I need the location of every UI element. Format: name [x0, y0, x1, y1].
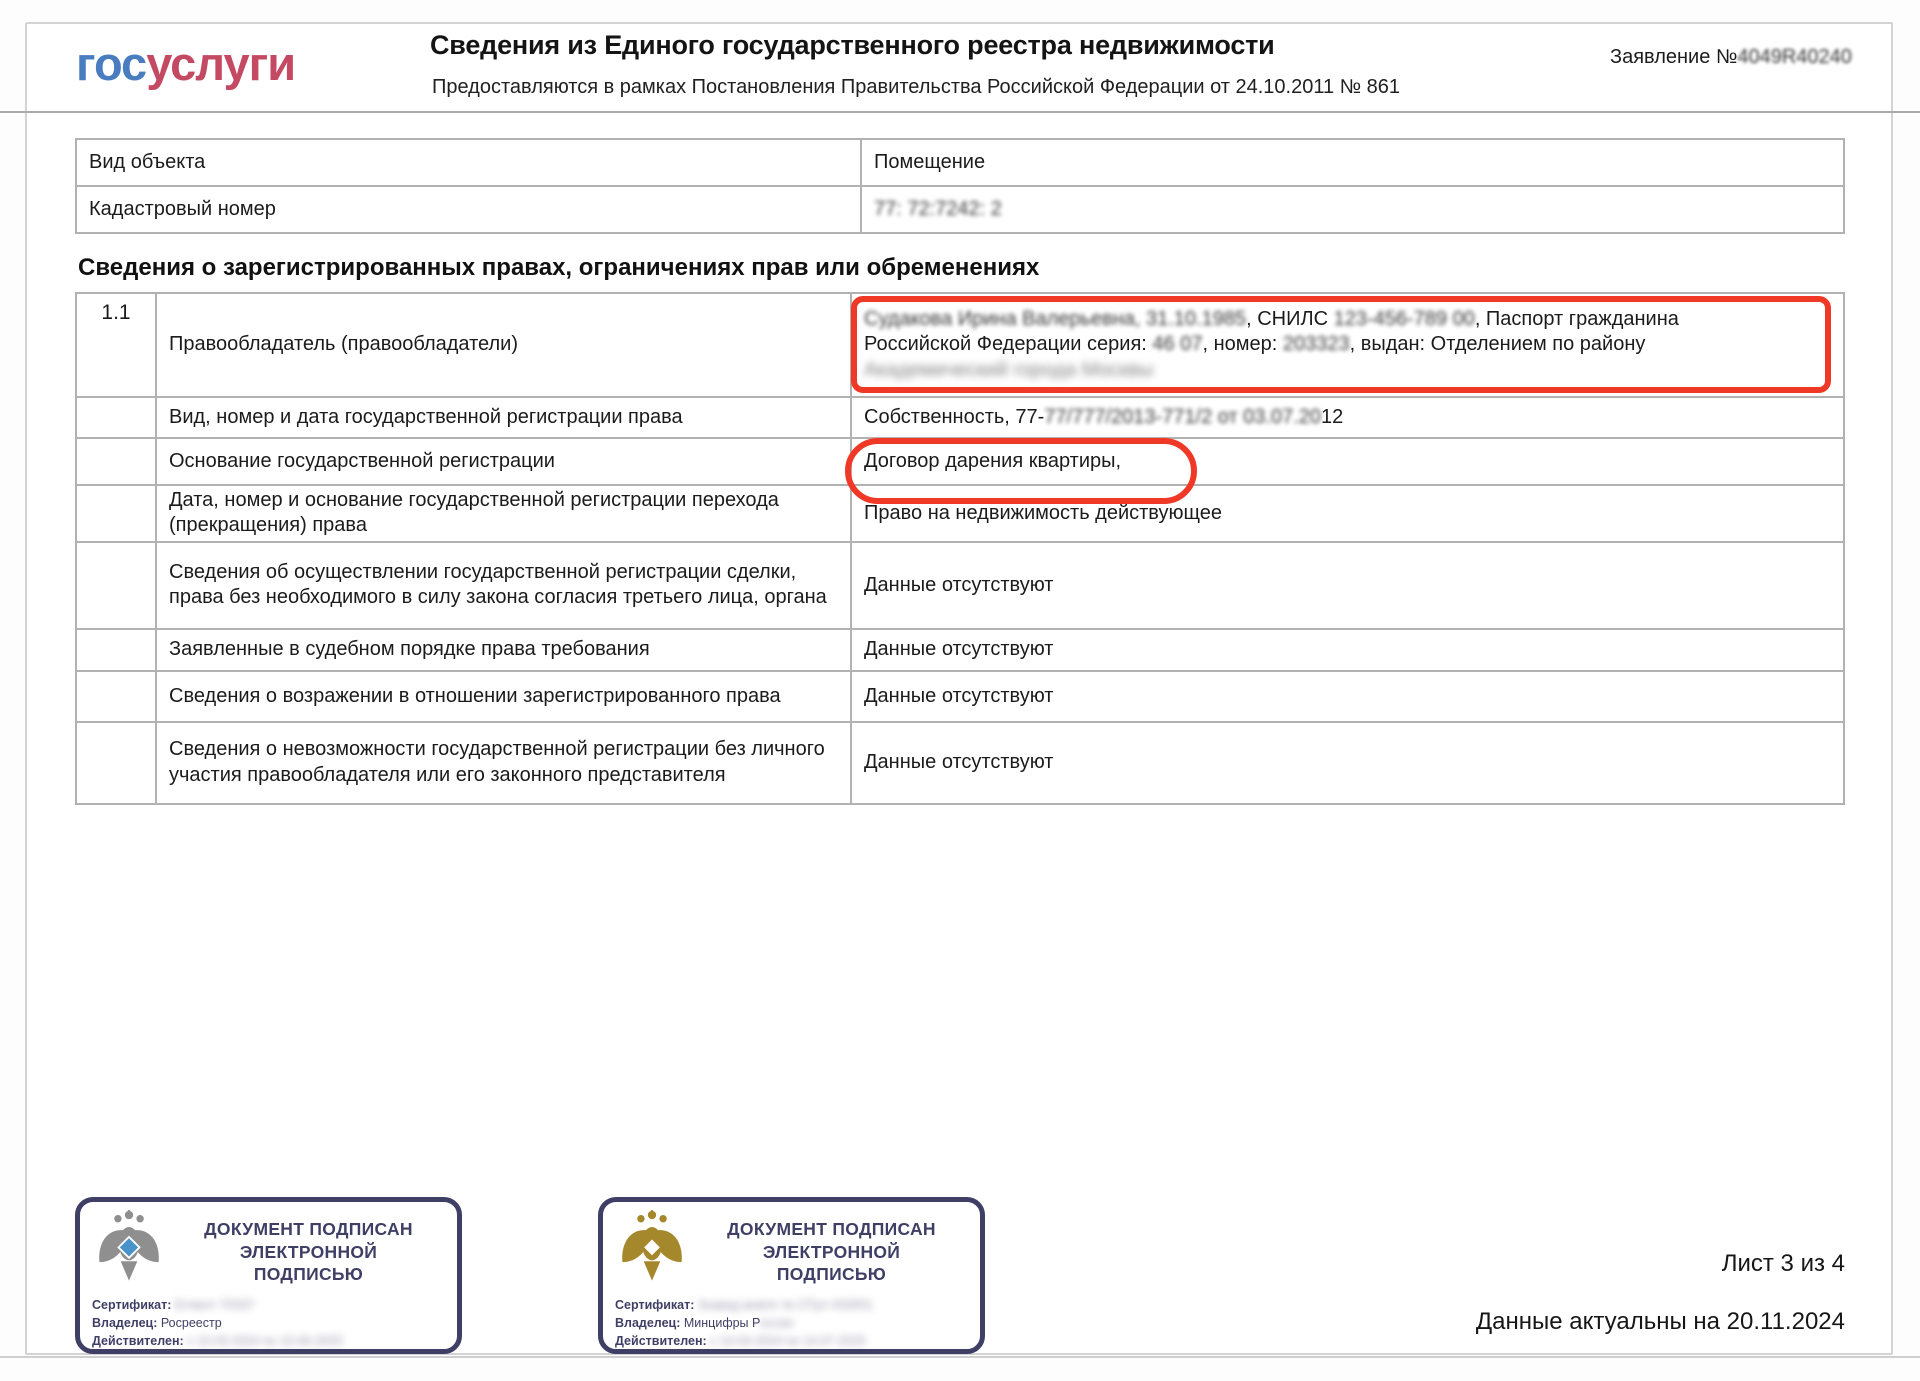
document-subtitle: Предоставляются в рамках Постановления Правительства Российской Федерации от 24.10.2011 № 861 — [432, 76, 1401, 98]
value-text: Данные отсутствуют — [864, 751, 1054, 774]
row-value — [861, 139, 1844, 186]
row-value — [851, 671, 1844, 722]
row-number — [76, 485, 156, 542]
object-info-table — [75, 138, 1845, 234]
application-prefix: Заявление № — [1610, 46, 1738, 68]
stamp-title: ДОКУМЕНТ ПОДПИСАН ЭЛЕКТРОННОЙ ПОДПИСЬЮ — [727, 1219, 936, 1285]
row-label: Сведения о возражении в отношении зарегистрированного права — [156, 671, 851, 722]
table-row — [76, 629, 1844, 671]
table-row — [76, 671, 1844, 722]
row-value — [851, 397, 1844, 438]
row-number — [76, 722, 156, 804]
row-label: Вид объекта — [76, 139, 861, 186]
row-value — [851, 542, 1844, 629]
redacted-text: 46 07 — [1152, 333, 1203, 356]
row-value — [861, 186, 1844, 233]
russia-coat-of-arms-icon — [615, 1210, 689, 1294]
row-value — [851, 293, 1844, 397]
value-text: Право на недвижимость действующее — [864, 501, 1222, 524]
value-text: , выдан: Отделением по району — [1349, 333, 1646, 356]
row-number: 1.1 — [76, 293, 156, 397]
redacted-text: оссии — [759, 1316, 794, 1331]
sheet-number: Лист 3 из 4 — [1721, 1250, 1845, 1277]
value-text: Данные отсутствуют — [864, 684, 1054, 707]
value-text: Собственность, 77- — [864, 405, 1045, 428]
value-text: , номер: — [1202, 333, 1283, 356]
table-row — [76, 397, 1844, 438]
row-label: Правообладатель (правообладатели) — [156, 293, 851, 397]
data-actual-date: Данные актуальны на 20.11.2024 — [1475, 1308, 1845, 1335]
row-label: Заявленные в судебном порядке права требования — [156, 629, 851, 671]
row-value — [851, 629, 1844, 671]
value-text: Данные отсутствуют — [864, 573, 1054, 596]
stamp-certificate-line: Сертификат: Егпмлт 70337 — [92, 1298, 255, 1312]
gosuslugi-logo — [76, 36, 295, 91]
header-divider — [0, 111, 1920, 113]
row-label: Сведения о невозможности государственной регистрации без личного участия правообладателя или его законного представителя — [156, 722, 851, 804]
stamp-valid-line: Действителен: с 10.03.2024 по 10.06.2025 — [92, 1334, 343, 1349]
table-row — [76, 186, 1844, 233]
redacted-text: Академический города Москвы — [864, 358, 1154, 381]
row-label: Кадастровый номер — [76, 186, 861, 233]
redacted-text: с 10.03.2024 по 10.06.2025 — [187, 1334, 343, 1349]
table-row — [76, 542, 1844, 629]
row-label: Основание государственной регистрации — [156, 438, 851, 485]
value-text: Данные отсутствуют — [864, 638, 1054, 661]
signature-stamp-rosreestr — [75, 1197, 462, 1354]
row-value — [851, 485, 1844, 542]
table-row — [76, 722, 1844, 804]
value-text: 12 — [1321, 405, 1344, 428]
table-row — [76, 438, 1844, 485]
row-number — [76, 671, 156, 722]
redacted-text: 123-456-789 00 — [1333, 307, 1475, 330]
stamp-header — [615, 1210, 966, 1294]
stamp-certificate-line: Сертификат: 3навад мнвте тв СПул 433051 — [615, 1298, 874, 1312]
row-number — [76, 438, 156, 485]
stamp-valid-line: Действителен: с 14.04.2024 по 14.07.2025 — [615, 1334, 866, 1349]
row-value — [851, 438, 1844, 485]
table-row — [76, 293, 1844, 397]
stamp-owner-line: Владелец: Минцифры России — [615, 1316, 794, 1331]
logo-part-blue: гос — [76, 37, 147, 90]
document-title: Сведения из Единого государственного реестра недвижимости — [430, 30, 1275, 60]
redacted-text: 203323 — [1282, 333, 1350, 356]
redacted-text: 77: 72:7242: 2 — [874, 197, 1002, 220]
redacted-text: 77/777/2013-771/2 от 03.07.20 — [1044, 405, 1322, 428]
application-number-redacted: 4049R40240 — [1737, 46, 1852, 68]
stamp-title: ДОКУМЕНТ ПОДПИСАН ЭЛЕКТРОННОЙ ПОДПИСЬЮ — [204, 1219, 413, 1285]
row-number — [76, 397, 156, 438]
value-text: , СНИЛС — [1246, 307, 1334, 330]
table-row — [76, 485, 1844, 542]
value-text: Помещение — [874, 150, 986, 173]
row-value — [851, 722, 1844, 804]
row-number — [76, 629, 156, 671]
rosreestr-emblem-icon — [92, 1210, 166, 1294]
row-label: Вид, номер и дата государственной регистрации права — [156, 397, 851, 438]
redacted-text: 3навад мнвте тв СПул 433051 — [697, 1298, 874, 1312]
value-text: , Паспорт гражданина — [1474, 307, 1679, 330]
redacted-text: с 14.04.2024 по 14.07.2025 — [710, 1334, 866, 1349]
row-label: Дата, номер и основание государственной регистрации перехода (прекращения) права — [156, 485, 851, 542]
logo-part-red: услуги — [146, 37, 296, 90]
row-number — [76, 542, 156, 629]
stamp-header — [92, 1210, 443, 1294]
row-label: Сведения об осуществлении государственной регистрации сделки, права без необходимого в силу закона согласия третьего лица, органа — [156, 542, 851, 629]
stamp-details — [615, 1296, 966, 1350]
rights-section-heading: Сведения о зарегистрированных правах, ограничениях прав или обременениях — [78, 254, 1040, 281]
stamp-owner-line: Владелец: Росреестр — [92, 1316, 222, 1331]
stamp-details — [92, 1296, 443, 1350]
value-text: Российской Федерации серия: — [864, 333, 1153, 356]
signature-stamp-mincifry — [598, 1197, 985, 1354]
footer-divider — [0, 1356, 1920, 1358]
rights-table — [75, 292, 1845, 805]
application-number — [1610, 46, 1890, 69]
table-row — [76, 139, 1844, 186]
redacted-text: Судакова Ирина Валерьевна, 31.10.1985 — [864, 307, 1247, 330]
redacted-text: Егпмлт 70337 — [174, 1298, 255, 1312]
value-text: Договор дарения квартиры, — [864, 449, 1122, 472]
